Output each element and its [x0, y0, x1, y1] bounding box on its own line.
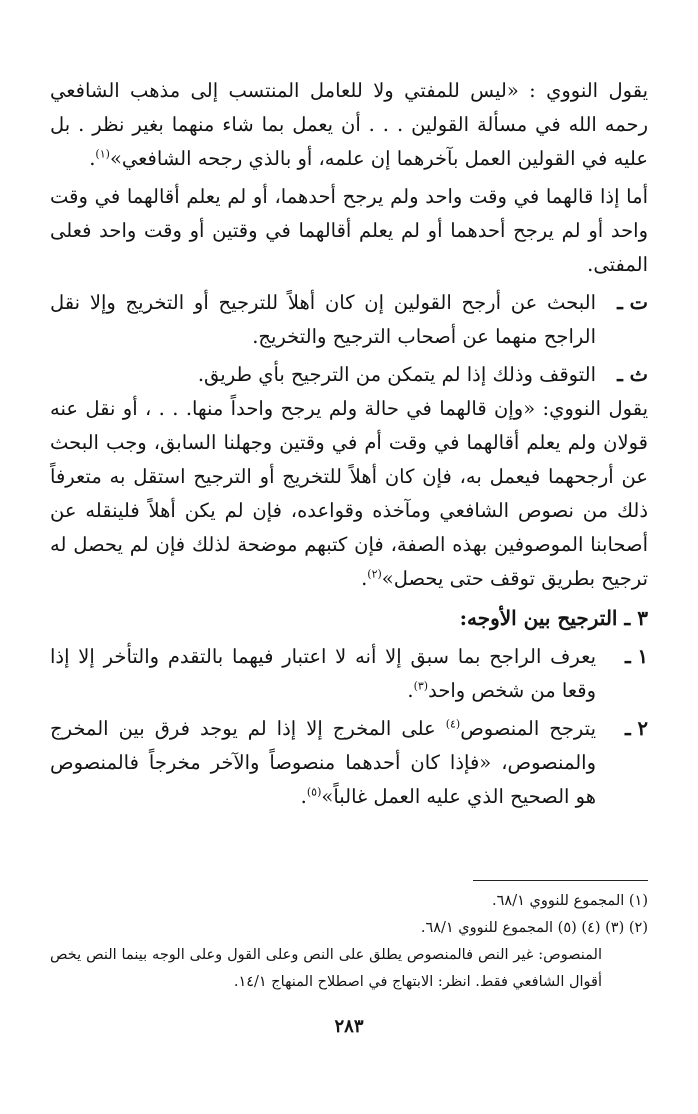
paragraph-text: يقول النووي: «وإن قالهما في حالة ولم يرجح واحداً منها. . . ، أو نقل عنه قولان ولم يعلم أقالهما في وقت أم في وقتين وجهلنا السابق، وجب البحث عن أرجحهما فيعمل به، فإن كان أهلاً للتخريج أو الترجيح استقل به متعرفاً ذلك من نصوص الشافعي ومآخذه وقواعده، فإن لم يكن أهلاً فلينقله عن أصحابنا الموصوفين بهذه الصفة، فإن كتبهم موضحة لذلك فإن لم يحصل له ترجيح بطريق توقف حتى يحصل» [50, 397, 648, 590]
nawawi-second-quote-paragraph: يقول النووي: «وإن قالهما في حالة ولم يرجح واحداً منها. . . ، أو نقل عنه قولان ولم يعلم أقالهما في وقت أم في وقتين وجهلنا السابق، وجب البحث عن أرجحهما فيعمل به، فإن كان أهلاً للتخريج أو الترجيح استقل به متعرفاً ذلك من نصوص الشافعي ومآخذه وقواعده، فإن لم يكن أهلاً فلينقله عن أصحابنا الموصوفين بهذه الصفة، فإن كتبهم موضحة لذلك فإن لم يحصل له ترجيح بطريق توقف حتى يحصل»$^{(٢)}$. [50, 397, 648, 590]
footnote-2-5: (٢) (٣) (٤) (٥) المجموع للنووي ٦٨/١. [420, 920, 648, 936]
footnote-ref[interactable]: (٢) [367, 567, 382, 581]
list-item-text: على المخرج إلا إذا لم يوجد فرق بين المخرج والمنصوص، «فإذا كان أحدهما منصوصاً والآخر مخرجاً فالمنصوص هو الصحيح الذي عليه العمل غالباً» [50, 717, 596, 808]
list-item-text: يعرف الراجح بما سبق إلا أنه لا اعتبار فيهما بالتقدم والتأخر إلا إذا وقعا من شخص واحد [50, 645, 596, 702]
list-item-text-wrapper: يترجح المنصوص$^{(٤)}$ على المخرج إلا إذا لم يوجد فرق بين المخرج والمنصوص، «فإذا كان أحدهما منصوصاً والآخر مخرجاً فالمنصوص هو الصحيح الذي عليه العمل غالباً»$^{(٥)}$. [50, 717, 596, 808]
footnotes-section [50, 888, 648, 996]
page-number: ٢٨٣ [334, 1016, 364, 1037]
footnote-divider [473, 880, 648, 881]
list-marker: ١ ـ [625, 645, 648, 668]
list-item-text: يترجح المنصوص [460, 717, 596, 740]
list-item-1 [50, 640, 648, 708]
page-body [50, 74, 648, 814]
list-item-2 [50, 712, 648, 814]
list-item-text-wrapper: يعرف الراجح بما سبق إلا أنه لا اعتبار فيهما بالتقدم والتأخر إلا إذا وقعا من شخص واحد$^{(٣)}$. [50, 645, 596, 702]
footnote-1: (١) المجموع للنووي ٦٨/١. [492, 893, 648, 909]
footnote-ref[interactable]: (٤) [445, 717, 461, 731]
list-marker: ث ـ [617, 363, 648, 386]
footnote-ref[interactable]: (٣) [413, 679, 429, 693]
list-item-tha [50, 358, 648, 392]
footnote-ref[interactable]: (١) [95, 147, 110, 161]
list-item-text: البحث عن أرجح القولين إن كان أهلاً للترجيح أو التخريج وإلا نقل الراجح منهما عن أصحاب الترجيح والتخريج. [50, 291, 596, 348]
nawawi-quote-paragraph: يقول النووي : «ليس للمفتي ولا للعامل المنتسب إلى مذهب الشافعي رحمه الله في مسألة القولين . . . أن يعمل بما شاء منهما بغير نظر . بل عليه في القولين العمل بآخرهما إن علمه، أو بالذي رجحه الشافعي»$^{(١)}$. [50, 79, 648, 170]
footnote-ref[interactable]: (٥) [306, 785, 322, 799]
list-marker: ت ـ [617, 291, 648, 314]
section-heading: ٣ ـ الترجيح بين الأوجه: [459, 606, 648, 630]
same-time-paragraph: أما إذا قالهما في وقت واحد ولم يرجح أحدهما، أو لم يعلم أقالهما في وقت واحد أو لم يرجح أحدهما أو لم يعلم أقالهما في وقتين أو وقت واحد فعلى المفتى. [50, 185, 648, 276]
footnote-definition: المنصوص: غير النص فالمنصوص يطلق على النص وعلى القول وعلى الوجه بينما النص يخص أقوال الشافعي فقط. انظر: الابتهاج في اصطلاح المنهاج ١٤/١. [50, 947, 602, 990]
list-marker: ٢ ـ [625, 717, 648, 740]
list-item-text: التوقف وذلك إذا لم يتمكن من الترجيح بأي طريق. [197, 363, 596, 386]
paragraph-text: يقول النووي : «ليس للمفتي ولا للعامل المنتسب إلى مذهب الشافعي رحمه الله في مسألة القولين . . . أن يعمل بما شاء منهما بغير نظر . بل عليه في القولين العمل بآخرهما إن علمه، أو بالذي رجحه الشافعي» [50, 79, 648, 170]
list-item-ta [50, 286, 648, 354]
